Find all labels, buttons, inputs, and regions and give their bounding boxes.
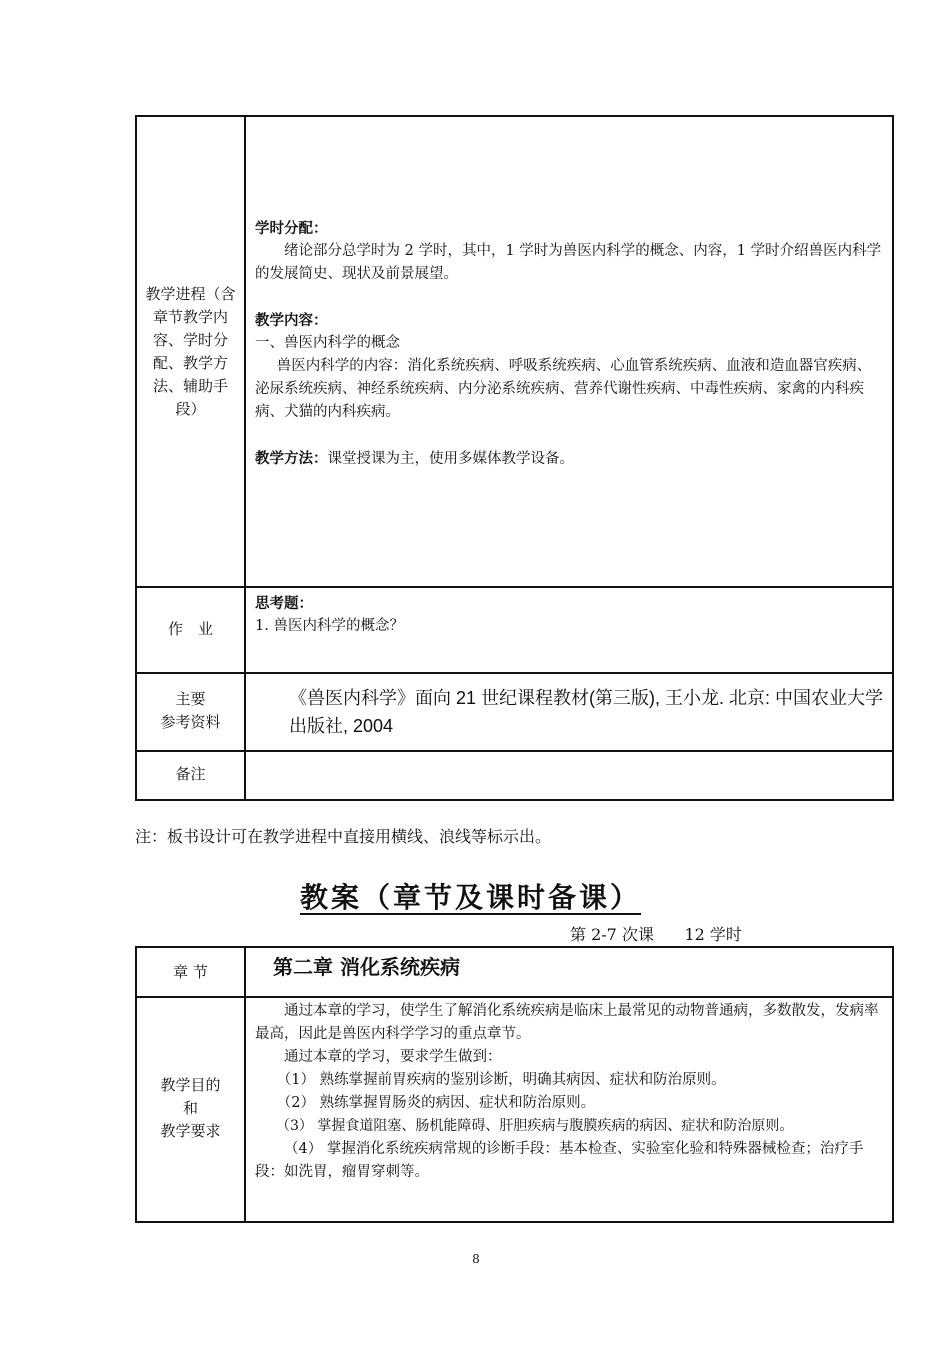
goal-label-line2: 和 (182, 1099, 198, 1117)
column-divider (244, 948, 246, 1221)
reference-label-line1: 主要 (175, 690, 206, 708)
requirement-item: （1） 熟练掌握前胃疾病的鉴别诊断，明确其病因、症状和防治原则。 (276, 1072, 726, 1088)
remark-label-cell (137, 750, 244, 799)
require-intro: 通过本章的学习，要求学生做到： (284, 1049, 502, 1065)
goal-label-line3: 教学要求 (160, 1122, 221, 1140)
progress-label: 教学进程（含章节教学内容、学时分配、教学方法、辅助手段） (145, 284, 236, 418)
method-heading: 教学方法： (255, 450, 328, 467)
content-heading: 教学内容： (255, 312, 328, 329)
goal-label-cell (137, 996, 244, 1221)
homework-item: 1. 兽医内科学的概念？ (255, 618, 404, 634)
chapter-label-cell (137, 948, 244, 996)
goal-label-line1: 教学目的 (160, 1076, 221, 1094)
teaching-plan-table (135, 115, 894, 801)
requirement-item: （4） 掌握消化系统疾病常规的诊断手段：基本检查、实验室化验和特殊器械检查；治疗手段：如洗胃，瘤胃穿刺等。 (255, 1141, 864, 1180)
chapter-title: 第二章 消化系统疾病 (273, 955, 460, 979)
row-divider (137, 586, 892, 588)
requirement-item: （2） 熟练掌握胃肠炎的病因、症状和防治原则。 (276, 1095, 596, 1111)
chapter-plan-table (135, 946, 894, 1223)
homework-cell (255, 592, 884, 638)
board-design-note: 注：板书设计可在教学进程中直接用横线、浪线等标示出。 (135, 827, 552, 846)
reference-label-cell (137, 672, 244, 750)
row-divider (137, 996, 892, 998)
goal-content-cell (255, 1000, 884, 1184)
hours-heading: 学时分配： (255, 220, 328, 237)
column-divider (244, 117, 246, 799)
page-title: 教案（章节及课时备课） (300, 881, 642, 914)
reference-text: 《兽医内科学》面向 21 世纪课程教材(第三版), 王小龙. 北京: 中国农业大学出版社, 2004 (289, 688, 884, 736)
page-number: 8 (472, 1252, 480, 1266)
chapter-label: 章 节 (173, 962, 208, 981)
homework-label: 作 业 (167, 619, 213, 638)
remark-label: 备注 (175, 765, 206, 783)
homework-label-cell (137, 586, 244, 672)
content-item: 一、兽医内科学的概念 (255, 335, 400, 351)
method-text: 课堂授课为主，使用多媒体教学设备。 (327, 451, 574, 467)
row-divider (137, 750, 892, 752)
chapter-title-cell (273, 956, 884, 982)
row-divider (137, 672, 892, 674)
hours-text: 绪论部分总学时为 2 学时，其中，1 学时为兽医内科学的概念、内容，1 学时介绍兽医内科学的发展简史、现状及前景展望。 (255, 243, 882, 282)
requirement-item: （3） 掌握食道阻塞、肠机能障碍、肝胆疾病与腹膜疾病的病因、症状和防治原则。 (276, 1118, 794, 1134)
content-text: 兽医内科学的内容：消化系统疾病、呼吸系统疾病、心血管系统疾病、血液和造血器官疾病、泌尿系统疾病、神经系统疾病、内分泌系统疾病、营养代谢性疾病、中毒性疾病、家禽的内科疾病、犬猫的内科疾病。 (255, 358, 872, 420)
progress-label-cell (137, 117, 244, 586)
reference-label-line2: 参考资料 (160, 713, 221, 731)
progress-content-cell (255, 217, 884, 471)
session-info: 第 2-7 次课 12 学时 (570, 925, 742, 944)
homework-heading: 思考题： (255, 595, 313, 612)
goal-intro: 通过本章的学习，使学生了解消化系统疾病是临床上最常见的动物普通病，多数散发，发病率最高，因此是兽医内科学学习的重点章节。 (255, 1003, 879, 1042)
